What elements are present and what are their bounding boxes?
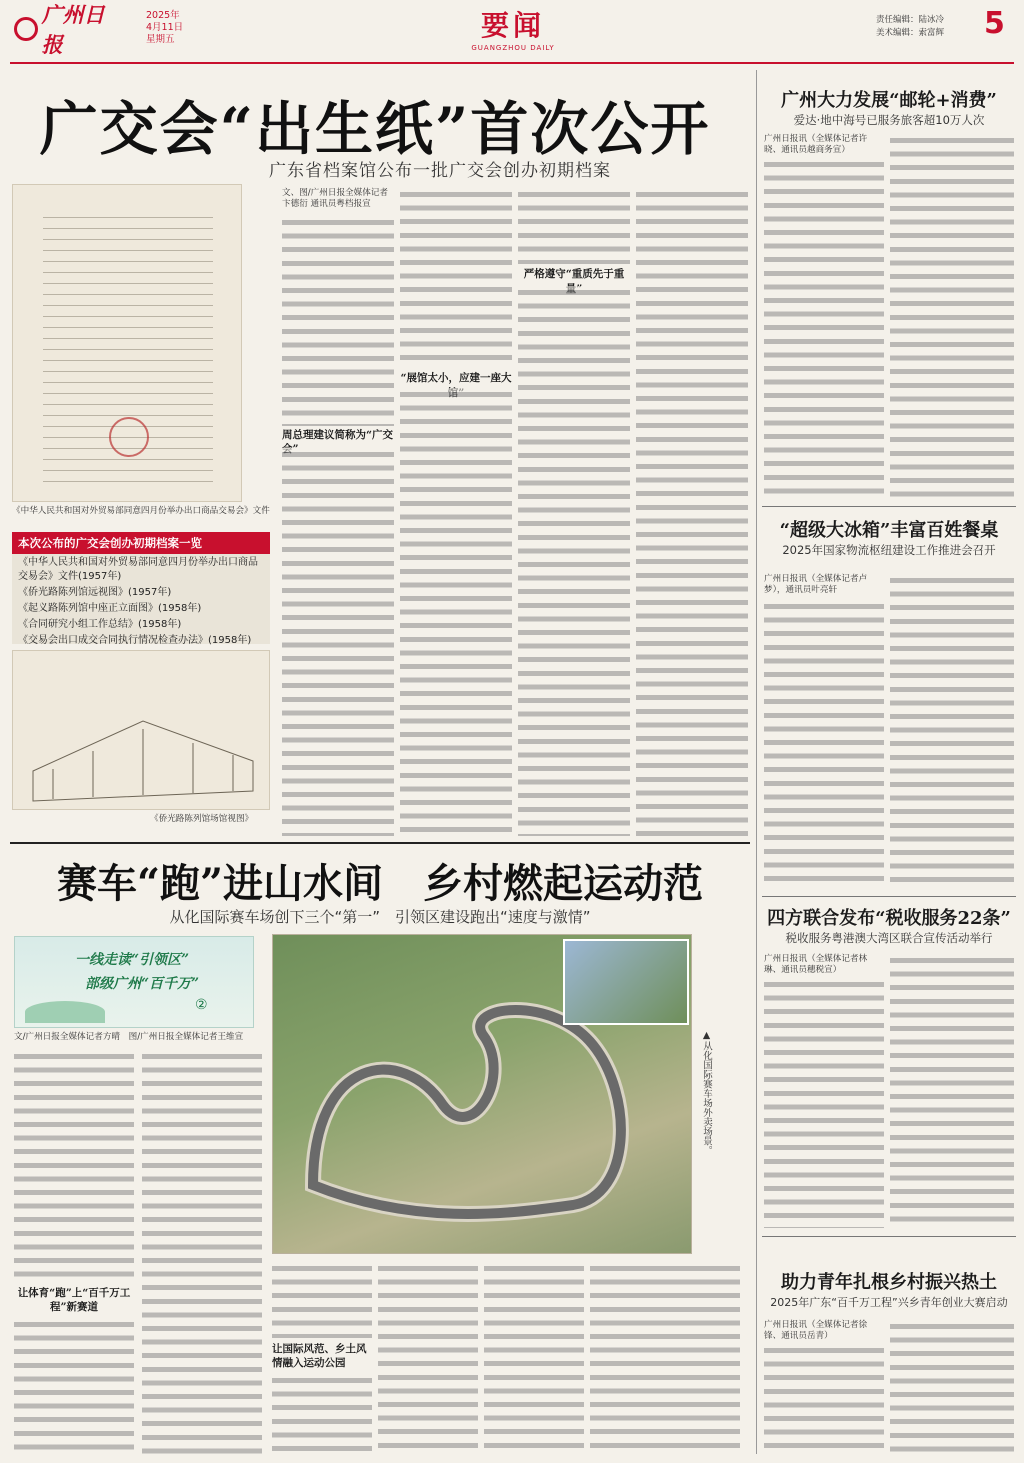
youth-byline: 广州日报讯（全媒体记者徐锋、通讯员岳青） xyxy=(764,1320,868,1341)
cold-chain-headline: “超级大冰箱”丰富百姓餐桌 xyxy=(779,520,999,541)
masthead xyxy=(0,0,1024,68)
red-seal-icon xyxy=(109,417,149,457)
cruise-subhead: 爱达·地中海号已服务旅客超10万人次 xyxy=(793,113,985,127)
hills-icon xyxy=(25,1001,105,1023)
tax-subhead: 税收服务粤港澳大湾区联合宣传活动举行 xyxy=(785,931,993,945)
racing-column-2 xyxy=(142,1050,262,1456)
lead-column-3 xyxy=(518,188,630,264)
page-number: 5 xyxy=(984,6,1005,41)
archive-list xyxy=(12,532,270,644)
lead-column-2 xyxy=(400,188,512,366)
section-en: GUANGZHOU DAILY xyxy=(471,44,555,52)
cold-chain-column-1 xyxy=(764,600,884,888)
right-divider-3 xyxy=(762,1236,1016,1237)
banner-number: ② xyxy=(195,997,208,1013)
racing-column-1b xyxy=(14,1318,134,1456)
date-block: 2025年 4月11日 星期五 xyxy=(146,10,184,45)
youth-subhead: 2025年广东“百千万工程”兴乡青年创业大赛启动 xyxy=(770,1296,1008,1309)
list-item: 《中华人民共和国对外贸易部同意四月份举办出口商品交易会》文件(1957年) xyxy=(18,557,258,582)
section-title: 要闻 xyxy=(480,9,545,42)
racing-byline: 文/广州日报全媒体记者方晴 图/广州日报全媒体记者王维宣 xyxy=(14,1032,244,1042)
cold-chain-column-2 xyxy=(890,574,1014,888)
archive-document-photo xyxy=(12,184,242,502)
tax-headline: 四方联合发布“税收服务22条” xyxy=(767,908,1011,929)
logo-icon xyxy=(14,17,38,41)
racing-subheading-2: 让国际风范、乡土风情融入运动公园 xyxy=(272,1343,367,1369)
racing-column-3 xyxy=(272,1262,372,1338)
lead-subhead: 广东省档案馆公布一批广交会创办初期档案 xyxy=(269,161,611,181)
cruise-byline: 广州日报讯（全媒体记者许晓、通讯员越商务宣） xyxy=(764,134,868,155)
list-item: 《侨光路陈列馆远视图》(1957年) xyxy=(18,587,172,598)
photo2-caption: 《侨光路陈列馆场馆视图》 xyxy=(150,814,254,824)
cold-chain-subhead: 2025年国家物流枢纽建设工作推进会召开 xyxy=(782,543,996,557)
racing-column-5 xyxy=(484,1262,584,1456)
section-divider xyxy=(10,842,750,844)
racing-subhead: 从化国际赛车场创下三个“第一” 引领区建设跑出“速度与激情” xyxy=(169,908,591,926)
lead-column-3b xyxy=(518,286,630,836)
series-banner xyxy=(14,936,254,1028)
racing-column-1 xyxy=(14,1050,134,1282)
list-item: 《交易会出口成交合同执行情况检查办法》(1958年) xyxy=(18,635,252,646)
pavilion-view-photo xyxy=(12,650,270,810)
logo: 广州日报 xyxy=(14,12,124,46)
lead-subheading-2: “展馆太小，应建一座大 xyxy=(400,372,512,384)
banner-line1: 一线走读“引领区” xyxy=(75,952,190,968)
cruise-column-1 xyxy=(764,158,884,498)
tax-byline: 广州日报讯（全媒体记者林琳、通讯员穗税宣） xyxy=(764,954,868,975)
race-track-photo xyxy=(272,934,692,1254)
lead-column-1 xyxy=(282,216,394,426)
lead-subheading-1: 周总理建议简称为“广交 xyxy=(282,429,394,441)
tax-column-2 xyxy=(890,954,1014,1228)
right-rail-divider xyxy=(756,70,757,1454)
youth-headline: 助力青年扎根乡村振兴热土 xyxy=(781,1272,997,1293)
list-item: 《合同研究小组工作总结》(1958年) xyxy=(18,619,182,630)
lead-byline: 文、图/广州日报全媒体记者 卞德衍 通讯员粤档报宣 xyxy=(282,188,389,209)
banner-line2: 部级广州“百千万” xyxy=(85,976,200,992)
lead-column-1b xyxy=(282,448,394,836)
racing-subheading-1: 让体育“跑”上“百千万工程”新赛道 xyxy=(17,1287,131,1313)
racing-column-4 xyxy=(378,1262,478,1456)
photo1-caption: 《中华人民共和国对外贸易部同意四月份举办出口商品交易会》文件 xyxy=(12,506,270,516)
right-divider-2 xyxy=(762,896,1016,897)
lead-subheading-3: 严格遵守“重质先于重 xyxy=(523,268,625,280)
cruise-headline: 广州大力发展“邮轮+消费” xyxy=(781,90,997,111)
lead-headline: 广交会“出生纸”首次公开 xyxy=(39,95,711,163)
cold-chain-byline: 广州日报讯（全媒体记者卢梦），通讯员叶亮轩 xyxy=(764,574,868,595)
racing-column-3b xyxy=(272,1374,372,1456)
lead-column-2b xyxy=(400,388,512,836)
lead-column-4 xyxy=(636,188,748,836)
cruise-column-2 xyxy=(890,134,1014,498)
pavilion-sketch-icon xyxy=(13,651,271,811)
youth-column-2 xyxy=(890,1320,1014,1454)
youth-column-1 xyxy=(764,1344,884,1454)
tax-column-1 xyxy=(764,978,884,1228)
archive-list-title: 本次公布的广交会创办初期档案一览 xyxy=(12,532,270,554)
race-photo-caption: ▲从化国际赛车场外卖场景。 xyxy=(701,1030,712,1155)
masthead-rule xyxy=(10,62,1014,64)
right-divider-1 xyxy=(762,506,1016,507)
racing-headline: 赛车“跑”进山水间 乡村燃起运动范 xyxy=(56,860,703,907)
race-inset-photo xyxy=(563,939,689,1025)
racing-column-6 xyxy=(590,1262,740,1456)
editor-info: 责任编辑：陆冰冷 美术编辑：索富辉 xyxy=(876,15,945,38)
list-item: 《起义路陈列馆中座正立面图》(1958年) xyxy=(18,603,202,614)
